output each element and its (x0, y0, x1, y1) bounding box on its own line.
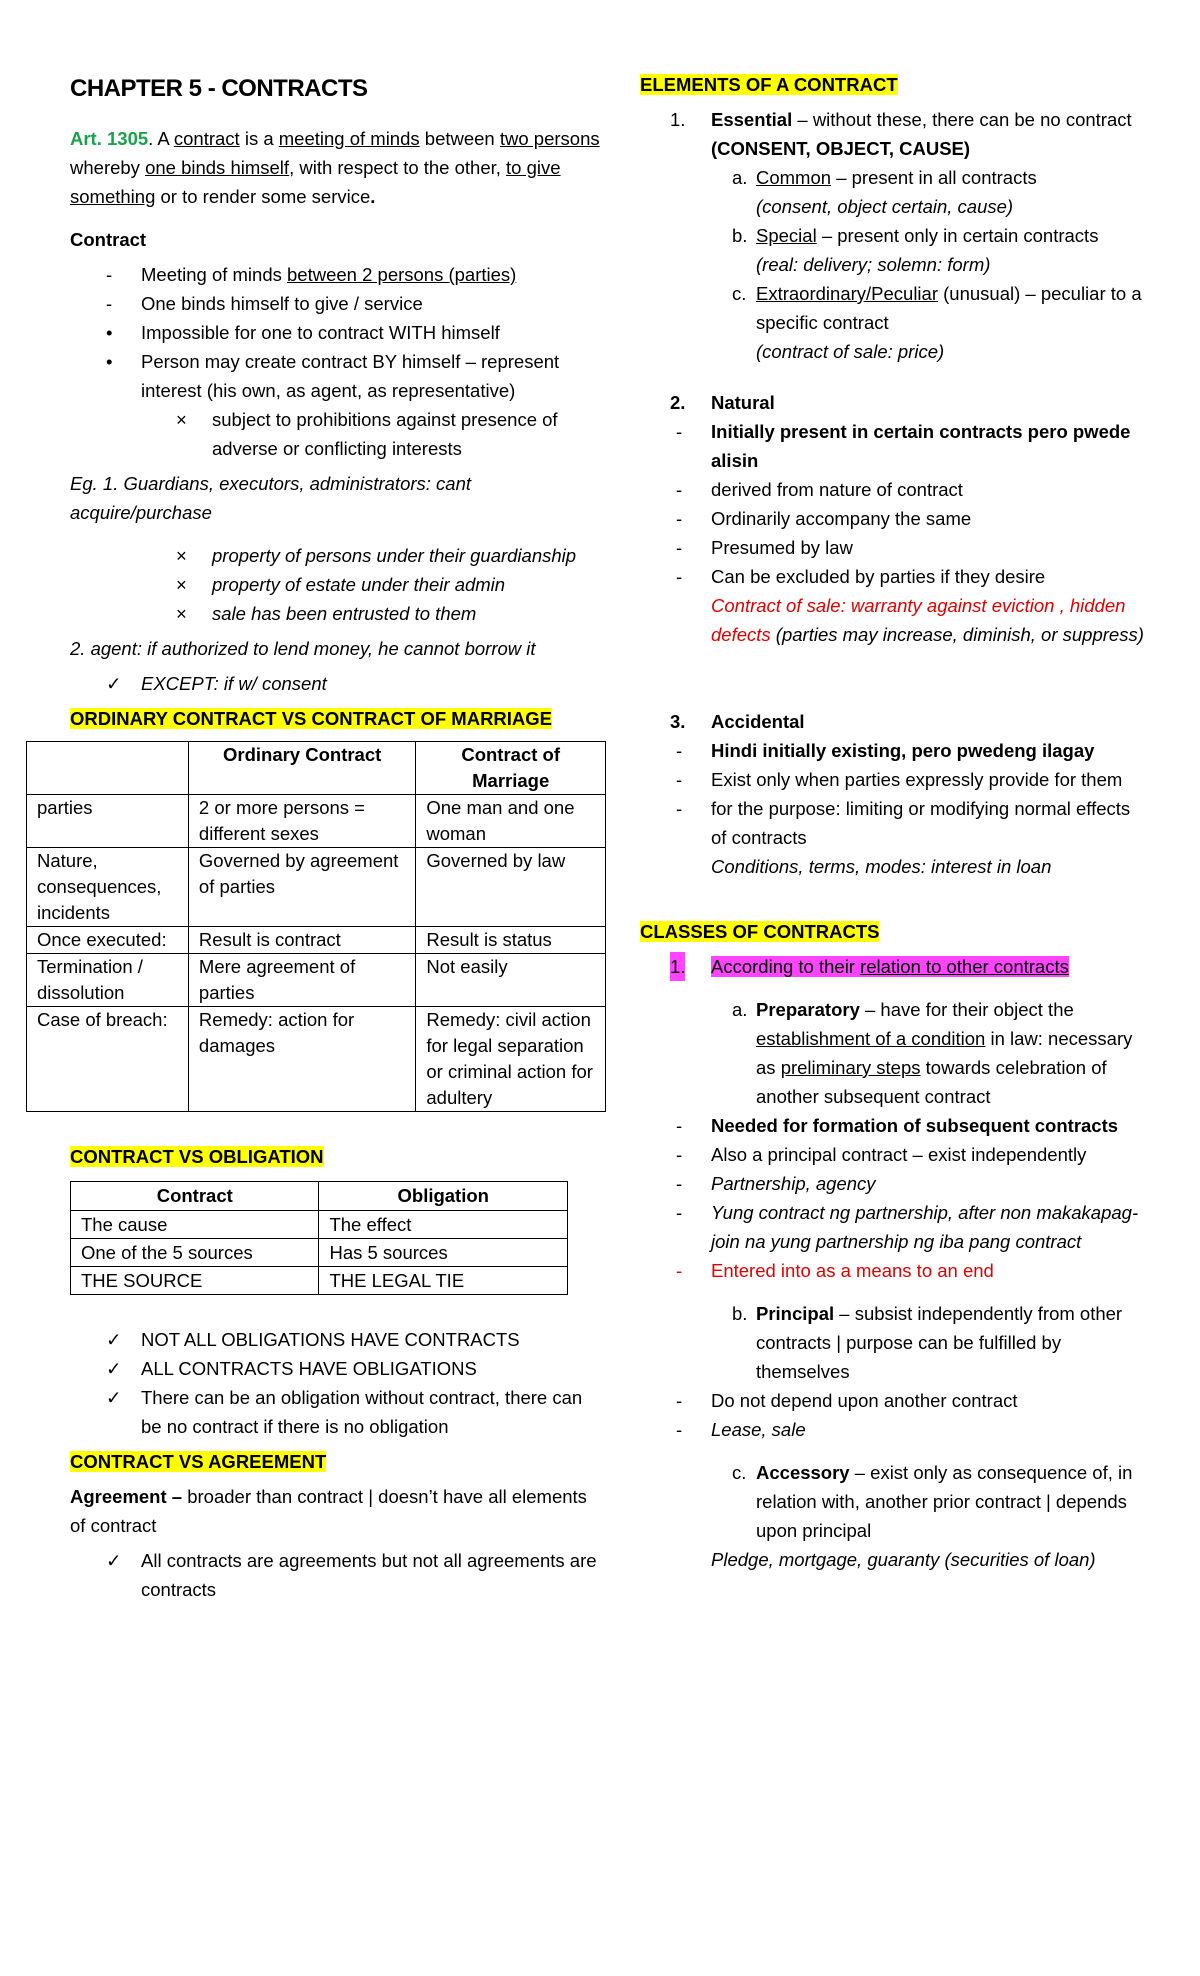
table-cell: Mere agreement of parties (188, 954, 415, 1007)
list-item: ✓ EXCEPT: if w/ consent (106, 673, 327, 694)
list-item: - Can be excluded by parties if they desire Contract of sale: warranty against eviction , hidden defects (parties may increase, diminish, or suppress) (676, 566, 1144, 645)
list-item: - Exist only when parties expressly provide for them (676, 769, 1123, 790)
table-cell: Remedy: action for damages (188, 1007, 415, 1112)
contract-points (70, 260, 600, 405)
list-item: × subject to prohibitions against presence of adverse or conflicting interests (176, 409, 558, 459)
heading-elements: ELEMENTS OF A CONTRACT (640, 74, 898, 95)
table-row (27, 954, 606, 1007)
list-item: • Person may create contract BY himself – represent interest (his own, as agent, as representative) (106, 351, 560, 401)
contract-heading: Contract (70, 229, 147, 250)
heading-marriage: ORDINARY CONTRACT VS CONTRACT OF MARRIAGE (70, 708, 553, 729)
table-cell: 2 or more persons = different sexes (188, 795, 415, 848)
heading-agreement: CONTRACT VS AGREEMENT (70, 1451, 327, 1472)
heading-classes: CLASSES OF CONTRACTS (640, 921, 880, 942)
table-row (27, 795, 606, 848)
list-item: - Lease, sale (676, 1419, 806, 1440)
agreement-definition: Agreement – broader than contract | doesn’t have all elements of contract (70, 1486, 587, 1536)
list-item: - Initially present in certain contracts pero pwede alisin (676, 421, 1131, 471)
list-item: - Needed for formation of subsequent contracts (676, 1115, 1119, 1136)
table-header-row (27, 742, 606, 795)
list-item: - Ordinarily accompany the same (676, 508, 972, 529)
table-cell: One of the 5 sources (71, 1239, 319, 1267)
table-header-cell: Obligation (319, 1182, 568, 1211)
list-item: - Do not depend upon another contract (676, 1390, 1018, 1411)
example-1: Eg. 1. Guardians, executors, administrators: cant acquire/purchase (70, 473, 472, 523)
table-cell: THE LEGAL TIE (319, 1267, 568, 1295)
table-cell: One man and one woman (416, 795, 606, 848)
table-header-cell: Contract (71, 1182, 319, 1211)
table-cell: Has 5 sources (319, 1239, 568, 1267)
essential-special: b. Special – present only in certain contracts (real: delivery; solemn: form) (732, 225, 1099, 275)
table-cell: Result is status (416, 927, 606, 954)
table-row (71, 1211, 568, 1239)
marriage-table (26, 741, 606, 1112)
table-cell: Governed by agreement of parties (188, 848, 415, 927)
table-cell: Result is contract (188, 927, 415, 954)
element-accidental: 3. Accidental (670, 711, 805, 732)
agreement-check (70, 1546, 600, 1604)
heading-obligation: CONTRACT VS OBLIGATION (70, 1146, 324, 1167)
list-item: ✓ NOT ALL OBLIGATIONS HAVE CONTRACTS (106, 1329, 520, 1350)
table-cell: Remedy: civil action for legal separation or criminal action for adultery (416, 1007, 606, 1112)
class-principal: b. Principal – subsist independently from other contracts | purpose can be fulfilled by themselves (732, 1303, 1123, 1382)
chapter-title: CHAPTER 5 - CONTRACTS (70, 75, 368, 102)
table-cell: Termination / dissolution (27, 954, 189, 1007)
class-accessory: c. Accessory – exist only as consequence of, in relation with, another prior contract | depends upon principal (732, 1462, 1133, 1541)
class-preparatory: a. Preparatory – have for their object the establishment of a condition in law: necessary as preliminary steps towards celebration of another subsequent contract (732, 999, 1133, 1107)
table-cell: Once executed: (27, 927, 189, 954)
list-item: - Also a principal contract – exist independently (676, 1144, 1087, 1165)
element-natural: 2. Natural (670, 392, 775, 413)
list-item: ✓ All contracts are agreements but not all agreements are contracts (106, 1550, 597, 1600)
example-items (70, 541, 600, 628)
table-row (27, 848, 606, 927)
essential-extraordinary: c. Extraordinary/Peculiar (unusual) – peculiar to a specific contract (contract of sale: price) (732, 283, 1142, 362)
list-item: - Hindi initially existing, pero pwedeng ilagay (676, 740, 1095, 761)
list-item: - Yung contract ng partnership, after non makakapag-join na yung partnership ng iba pang contract (676, 1202, 1139, 1252)
article-1305: Art. 1305. A contract is a meeting of minds between two persons whereby one binds himself, with respect to the other, to give something or to render some service. (70, 128, 600, 207)
list-item: - Presumed by law (676, 537, 853, 558)
sub-points (70, 405, 600, 463)
obligation-checks (70, 1325, 600, 1441)
table-cell: Not easily (416, 954, 606, 1007)
list-item: - Meeting of minds between 2 persons (parties) (106, 264, 517, 285)
obligation-table (70, 1181, 568, 1295)
list-item: ✓ There can be an obligation without contract, there can be no contract if there is no obligation (106, 1387, 583, 1437)
table-cell: The effect (319, 1211, 568, 1239)
list-item: × property of persons under their guardianship (176, 545, 577, 566)
element-essential-caps: (CONSENT, OBJECT, CAUSE) (711, 138, 971, 159)
except-check (70, 669, 600, 698)
list-item: × property of estate under their admin (176, 574, 506, 595)
table-cell: Case of breach: (27, 1007, 189, 1112)
table-header-cell: Ordinary Contract (188, 742, 415, 795)
table-header-row (71, 1182, 568, 1211)
class-relation: 1. According to their relation to other contracts (640, 952, 1150, 981)
table-row (71, 1239, 568, 1267)
table-header-cell (27, 742, 189, 795)
element-essential: 1. Essential – without these, there can be no contract (670, 109, 1132, 130)
table-cell: The cause (71, 1211, 319, 1239)
table-cell: Governed by law (416, 848, 606, 927)
table-cell: parties (27, 795, 189, 848)
list-item: • Impossible for one to contract WITH himself (106, 322, 500, 343)
table-cell: Nature, consequences, incidents (27, 848, 189, 927)
table-cell: THE SOURCE (71, 1267, 319, 1295)
list-item: - Entered into as a means to an end (676, 1260, 994, 1281)
table-row (27, 1007, 606, 1112)
table-row (71, 1267, 568, 1295)
accessory-example: Pledge, mortgage, guaranty (securities of loan) (711, 1549, 1096, 1570)
right-column (640, 66, 1150, 1574)
list-item: - derived from nature of contract (676, 479, 963, 500)
list-item: - Partnership, agency (676, 1173, 876, 1194)
list-item: - One binds himself to give / service (106, 293, 423, 314)
list-item: - for the purpose: limiting or modifying normal effects of contracts Conditions, terms, modes: interest in loan (676, 798, 1131, 877)
left-column (37, 66, 600, 1604)
list-item: ✓ ALL CONTRACTS HAVE OBLIGATIONS (106, 1358, 477, 1379)
list-item: × sale has been entrusted to them (176, 603, 477, 624)
table-header-cell: Contract of Marriage (416, 742, 606, 795)
essential-common: a. Common – present in all contracts (consent, object certain, cause) (732, 167, 1037, 217)
example-2: 2. agent: if authorized to lend money, he cannot borrow it (70, 638, 536, 659)
table-row (27, 927, 606, 954)
